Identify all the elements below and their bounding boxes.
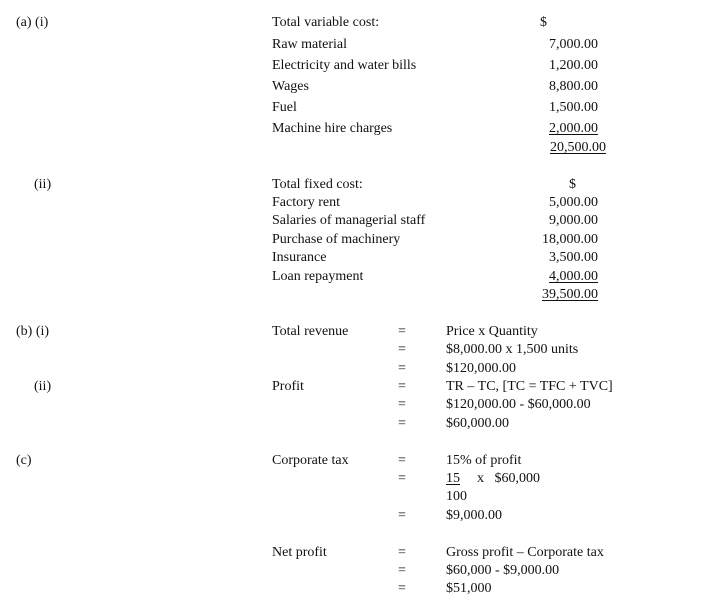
equals-sign: = [398,453,406,468]
variable-item-value: 1,500.00 [549,100,598,115]
fixed-item-value: 4,000.00 [549,269,598,284]
label-b-i: (b) (i) [16,324,50,339]
net-profit-label: Net profit [272,545,327,560]
net-profit-line: $51,000 [446,581,492,596]
equals-sign: = [398,416,406,431]
fixed-cost-heading: Total fixed cost: [272,177,363,192]
fixed-item-label: Purchase of machinery [272,232,401,247]
fixed-item-label: Loan repayment [272,269,364,284]
tax-fraction-multiplier: x $60,000 [477,471,540,486]
variable-item-label: Electricity and water bills [272,58,417,73]
equals-sign: = [398,471,406,486]
label-c: (c) [16,453,32,468]
revenue-line: $8,000.00 x 1,500 units [446,342,579,357]
variable-item-label: Fuel [272,100,297,115]
profit-line: TR – TC, [TC = TFC + TVC] [446,379,613,394]
fixed-item-label: Insurance [272,250,327,265]
equals-sign: = [398,563,406,578]
fixed-item-value: 3,500.00 [549,250,598,265]
profit-line: $120,000.00 - $60,000.00 [446,397,591,412]
revenue-line: $120,000.00 [446,361,516,376]
net-profit-line: $60,000 - $9,000.00 [446,563,560,578]
variable-item-value: 2,000.00 [549,121,598,136]
revenue-line: Price x Quantity [446,324,538,339]
equals-sign: = [398,379,406,394]
equals-sign: = [398,581,406,596]
variable-item-value: 7,000.00 [549,37,598,52]
equals-sign: = [398,324,406,339]
fixed-item-label: Factory rent [272,195,341,210]
net-profit-line: Gross profit – Corporate tax [446,545,604,560]
variable-item-value: 8,800.00 [549,79,598,94]
fixed-cost-total: 39,500.00 [542,287,598,302]
variable-item-label: Wages [272,79,309,94]
variable-cost-total: 20,500.00 [550,140,606,155]
fixed-item-label: Salaries of managerial staff [272,213,426,228]
equals-sign: = [398,342,406,357]
variable-cost-heading: Total variable cost: [272,15,380,30]
variable-item-label: Raw material [272,37,348,52]
equals-sign: = [398,361,406,376]
label-b-ii: (ii) [34,379,52,394]
variable-item-value: 1,200.00 [549,58,598,73]
equals-sign: = [398,508,406,523]
fixed-item-value: 18,000.00 [542,232,598,247]
label-a-i: (a) (i) [16,15,49,30]
tax-fraction-denominator: 100 [446,489,467,504]
fixed-item-value: 9,000.00 [549,213,598,228]
tax-line: 15% of profit [446,453,522,468]
total-revenue-label: Total revenue [272,324,349,339]
corporate-tax-label: Corporate tax [272,453,349,468]
tax-fraction-numerator: 15 [446,471,460,486]
label-a-ii: (ii) [34,177,52,192]
equals-sign: = [398,397,406,412]
equals-sign: = [398,545,406,560]
fixed-item-value: 5,000.00 [549,195,598,210]
tax-result: $9,000.00 [446,508,502,523]
fixed-currency: $ [569,177,576,192]
profit-label: Profit [272,379,304,394]
variable-item-label: Machine hire charges [272,121,393,136]
profit-line: $60,000.00 [446,416,509,431]
variable-currency: $ [540,15,547,30]
